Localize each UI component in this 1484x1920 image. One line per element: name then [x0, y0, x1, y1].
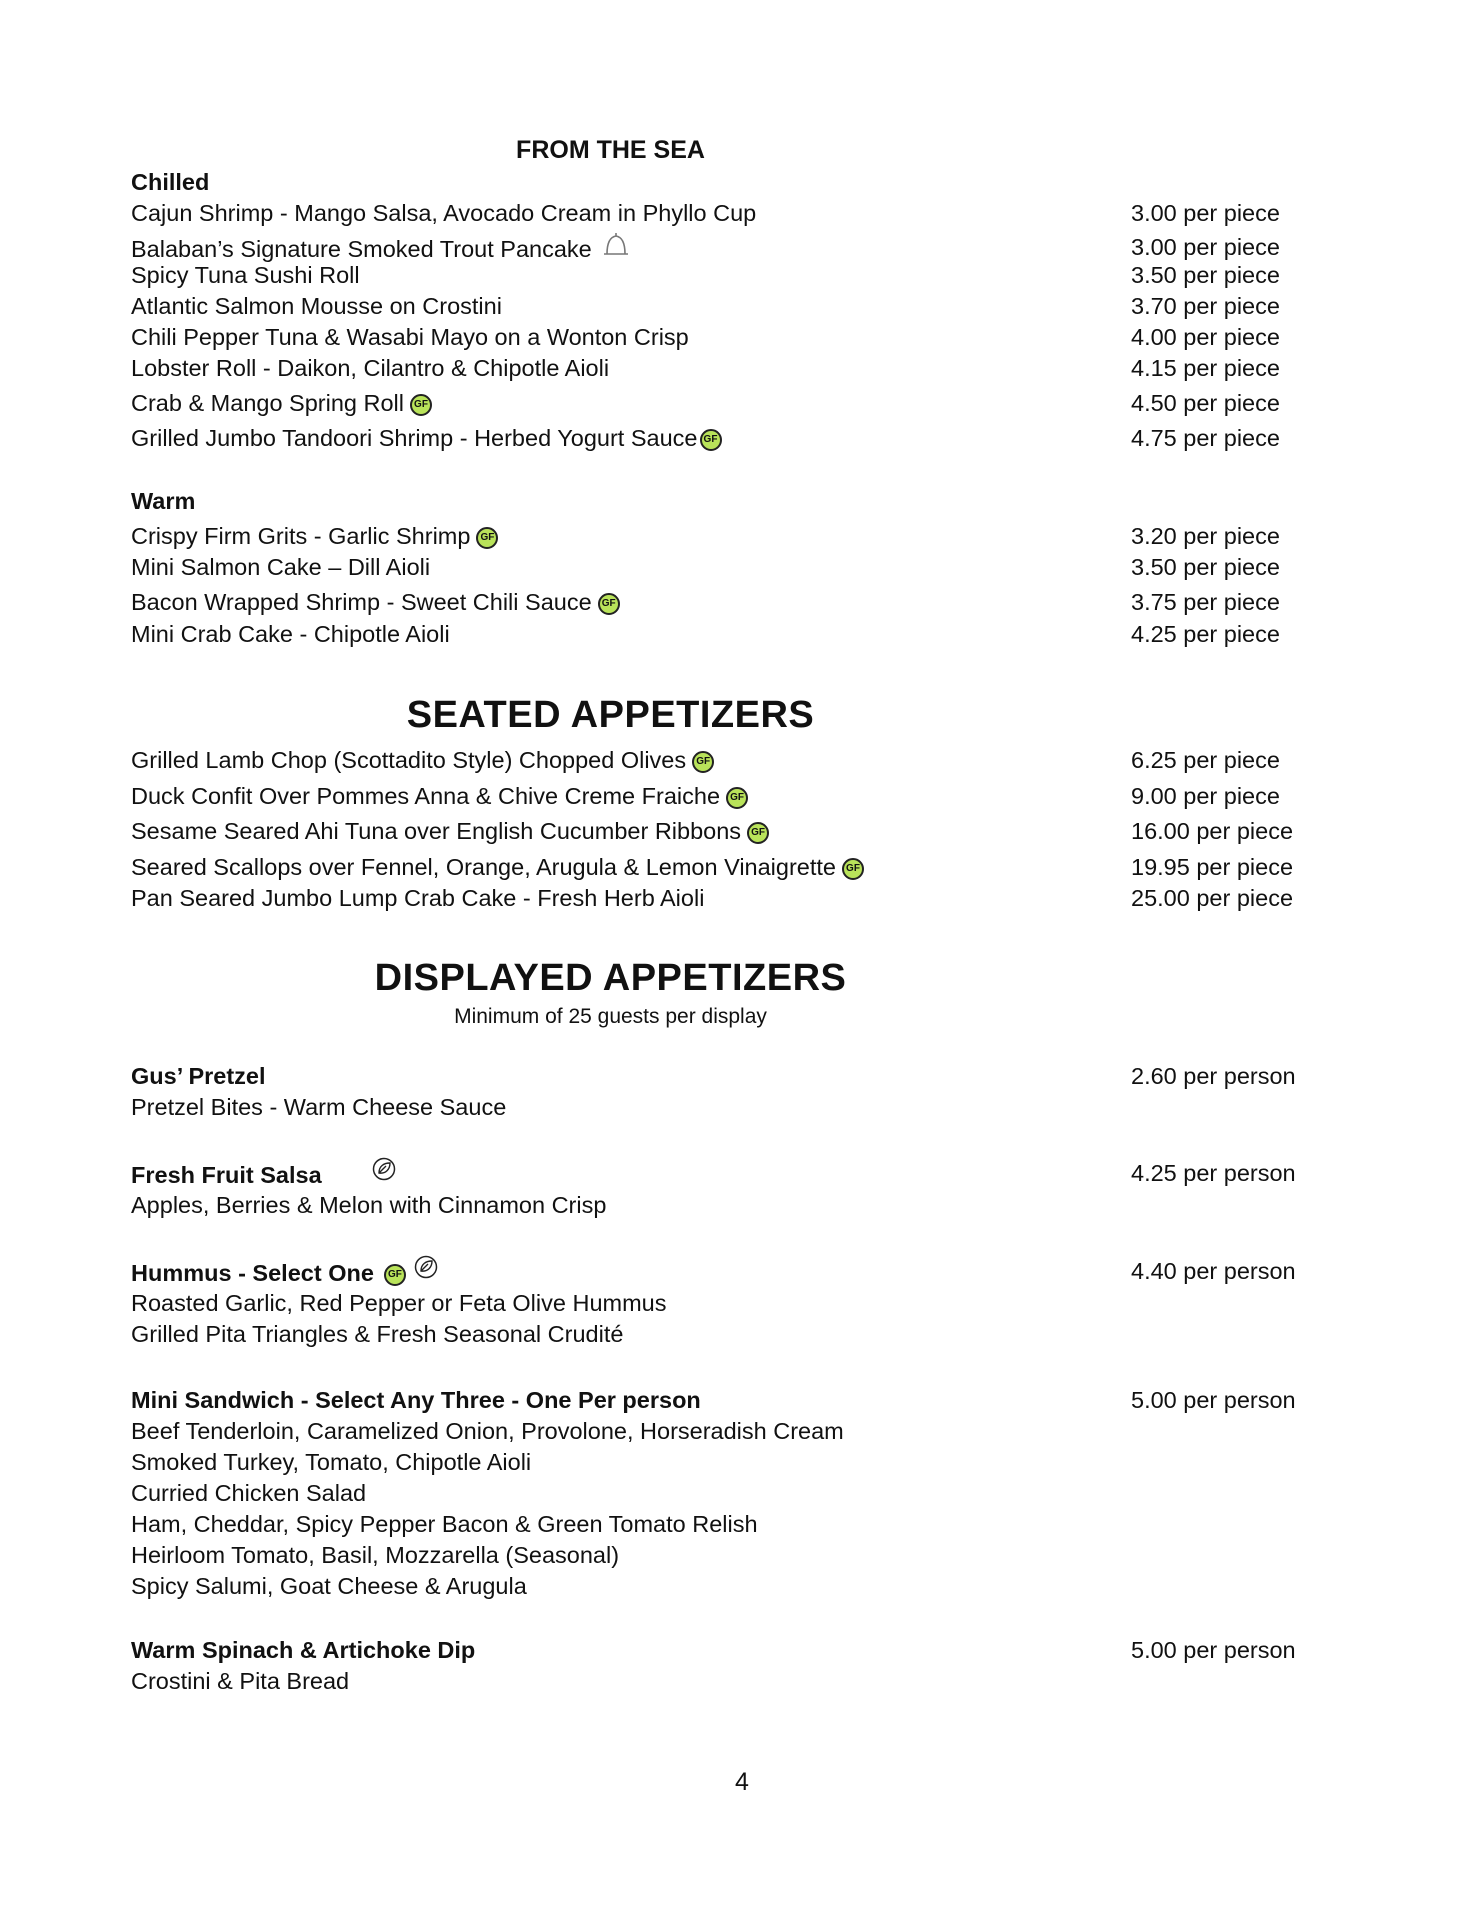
menu-item [131, 387, 1291, 419]
gluten-free-icon: GF [726, 787, 748, 809]
item-name: Gus’ Pretzel [131, 1063, 266, 1089]
menu-item [131, 1157, 1296, 1189]
item-description: Pretzel Bites - Warm Cheese Sauce [131, 1094, 507, 1120]
gluten-free-icon: GF [692, 751, 714, 773]
item-name: Crab & Mango Spring Roll [131, 390, 404, 416]
item-price: 4.25 per piece [1131, 621, 1280, 647]
subheading-chilled: Chilled [131, 169, 210, 195]
menu-item [131, 1634, 1296, 1666]
item-description: Crostini & Pita Bread [131, 1668, 350, 1694]
item-price: 6.25 per piece [1131, 747, 1280, 773]
section-title-displayed-appetizers: DISPLAYED APPETIZERS [374, 957, 847, 999]
gluten-free-icon: GF [700, 429, 722, 451]
menu-item [131, 352, 1291, 384]
menu-item [131, 882, 1294, 914]
gluten-free-icon: GF [842, 858, 864, 880]
item-description: Apples, Berries & Melon with Cinnamon Crisp [131, 1192, 607, 1218]
menu-item [131, 197, 1291, 229]
menu-item [131, 1384, 1296, 1416]
item-name: Warm Spinach & Artichoke Dip [131, 1637, 476, 1663]
menu-item [131, 586, 1291, 618]
item-description: Grilled Pita Triangles & Fresh Seasonal Crudité [131, 1321, 624, 1347]
menu-item [131, 1060, 1296, 1092]
section-title-seated-appetizers: SEATED APPETIZERS [406, 694, 815, 736]
item-name: Atlantic Salmon Mousse on Crostini [131, 293, 502, 319]
menu-item [131, 744, 1291, 776]
item-name: Hummus - Select One [131, 1260, 374, 1286]
item-price: 4.00 per piece [1131, 324, 1280, 350]
page-number: 4 [735, 1768, 749, 1796]
menu-item [131, 815, 1294, 847]
item-price: 19.95 per piece [1131, 854, 1294, 880]
item-name: Mini Sandwich - Select Any Three - One Per person [131, 1387, 701, 1413]
item-name: Grilled Lamb Chop (Scottadito Style) Chopped Olives [131, 747, 687, 773]
item-name: Sesame Seared Ahi Tuna over English Cucumber Ribbons [131, 818, 742, 844]
signature-bell-icon [600, 231, 632, 257]
gluten-free-icon: GF [476, 527, 498, 549]
menu-item [131, 422, 1291, 454]
item-description: Spicy Salumi, Goat Cheese & Arugula [131, 1573, 527, 1599]
gluten-free-icon: GF [384, 1264, 406, 1286]
item-name: Lobster Roll - Daikon, Cilantro & Chipotle Aioli [131, 355, 610, 381]
item-name: Seared Scallops over Fennel, Orange, Arugula & Lemon Vinaigrette [131, 854, 836, 880]
item-description: Smoked Turkey, Tomato, Chipotle Aioli [131, 1449, 532, 1475]
menu-item [131, 321, 1291, 353]
gluten-free-icon: GF [747, 822, 769, 844]
menu-item [131, 290, 1291, 322]
menu-item [131, 520, 1291, 552]
item-name: Fresh Fruit Salsa [131, 1162, 322, 1188]
item-price: 4.40 per person [1131, 1258, 1296, 1284]
item-name: Spicy Tuna Sushi Roll [131, 262, 360, 288]
item-name: Mini Crab Cake - Chipotle Aioli [131, 621, 450, 647]
menu-item [131, 851, 1294, 883]
item-price: 9.00 per piece [1131, 783, 1280, 809]
item-name: Mini Salmon Cake – Dill Aioli [131, 554, 431, 580]
item-name: Duck Confit Over Pommes Anna & Chive Creme Fraiche [131, 783, 721, 809]
item-price: 16.00 per piece [1131, 818, 1294, 844]
section-title-from-the-sea: FROM THE SEA [516, 136, 705, 164]
gluten-free-icon: GF [410, 394, 432, 416]
item-price: 4.50 per piece [1131, 390, 1280, 416]
item-name: Cajun Shrimp - Mango Salsa, Avocado Cream in Phyllo Cup [131, 200, 757, 226]
item-price: 3.00 per piece [1131, 200, 1280, 226]
item-name: Chili Pepper Tuna & Wasabi Mayo on a Wonton Crisp [131, 324, 689, 350]
menu-item [131, 618, 1291, 650]
item-description: Ham, Cheddar, Spicy Pepper Bacon & Green Tomato Relish [131, 1511, 758, 1537]
item-name: Grilled Jumbo Tandoori Shrimp - Herbed Yogurt Sauce [131, 425, 698, 451]
item-name: Pan Seared Jumbo Lump Crab Cake - Fresh Herb Aioli [131, 885, 705, 911]
item-price: 5.00 per person [1131, 1387, 1296, 1413]
menu-item [131, 1255, 1296, 1287]
item-name: Crispy Firm Grits - Garlic Shrimp [131, 523, 471, 549]
vegan-leaf-icon [414, 1255, 438, 1279]
menu-item [131, 551, 1291, 583]
item-description: Roasted Garlic, Red Pepper or Feta Olive Hummus [131, 1290, 667, 1316]
item-price: 3.50 per piece [1131, 554, 1280, 580]
item-price: 4.15 per piece [1131, 355, 1280, 381]
item-price: 3.00 per piece [1131, 234, 1280, 260]
item-price: 2.60 per person [1131, 1063, 1296, 1089]
vegan-leaf-icon [372, 1157, 396, 1181]
menu-item [131, 780, 1291, 812]
section-note: Minimum of 25 guests per display [454, 1005, 767, 1028]
gluten-free-icon: GF [598, 593, 620, 615]
item-price: 3.70 per piece [1131, 293, 1280, 319]
item-price: 5.00 per person [1131, 1637, 1296, 1663]
item-name: Bacon Wrapped Shrimp - Sweet Chili Sauce [131, 589, 592, 615]
menu-item [131, 259, 1291, 291]
item-price: 4.25 per person [1131, 1160, 1296, 1186]
item-name: Balaban’s Signature Smoked Trout Pancake [131, 236, 592, 262]
item-price: 4.75 per piece [1131, 425, 1280, 451]
item-price: 3.75 per piece [1131, 589, 1280, 615]
item-description: Curried Chicken Salad [131, 1480, 367, 1506]
item-description: Heirloom Tomato, Basil, Mozzarella (Seasonal) [131, 1542, 620, 1568]
item-price: 3.20 per piece [1131, 523, 1280, 549]
subheading-warm: Warm [131, 488, 196, 514]
item-description: Beef Tenderloin, Caramelized Onion, Provolone, Horseradish Cream [131, 1418, 844, 1444]
item-price: 3.50 per piece [1131, 262, 1280, 288]
item-price: 25.00 per piece [1131, 885, 1294, 911]
